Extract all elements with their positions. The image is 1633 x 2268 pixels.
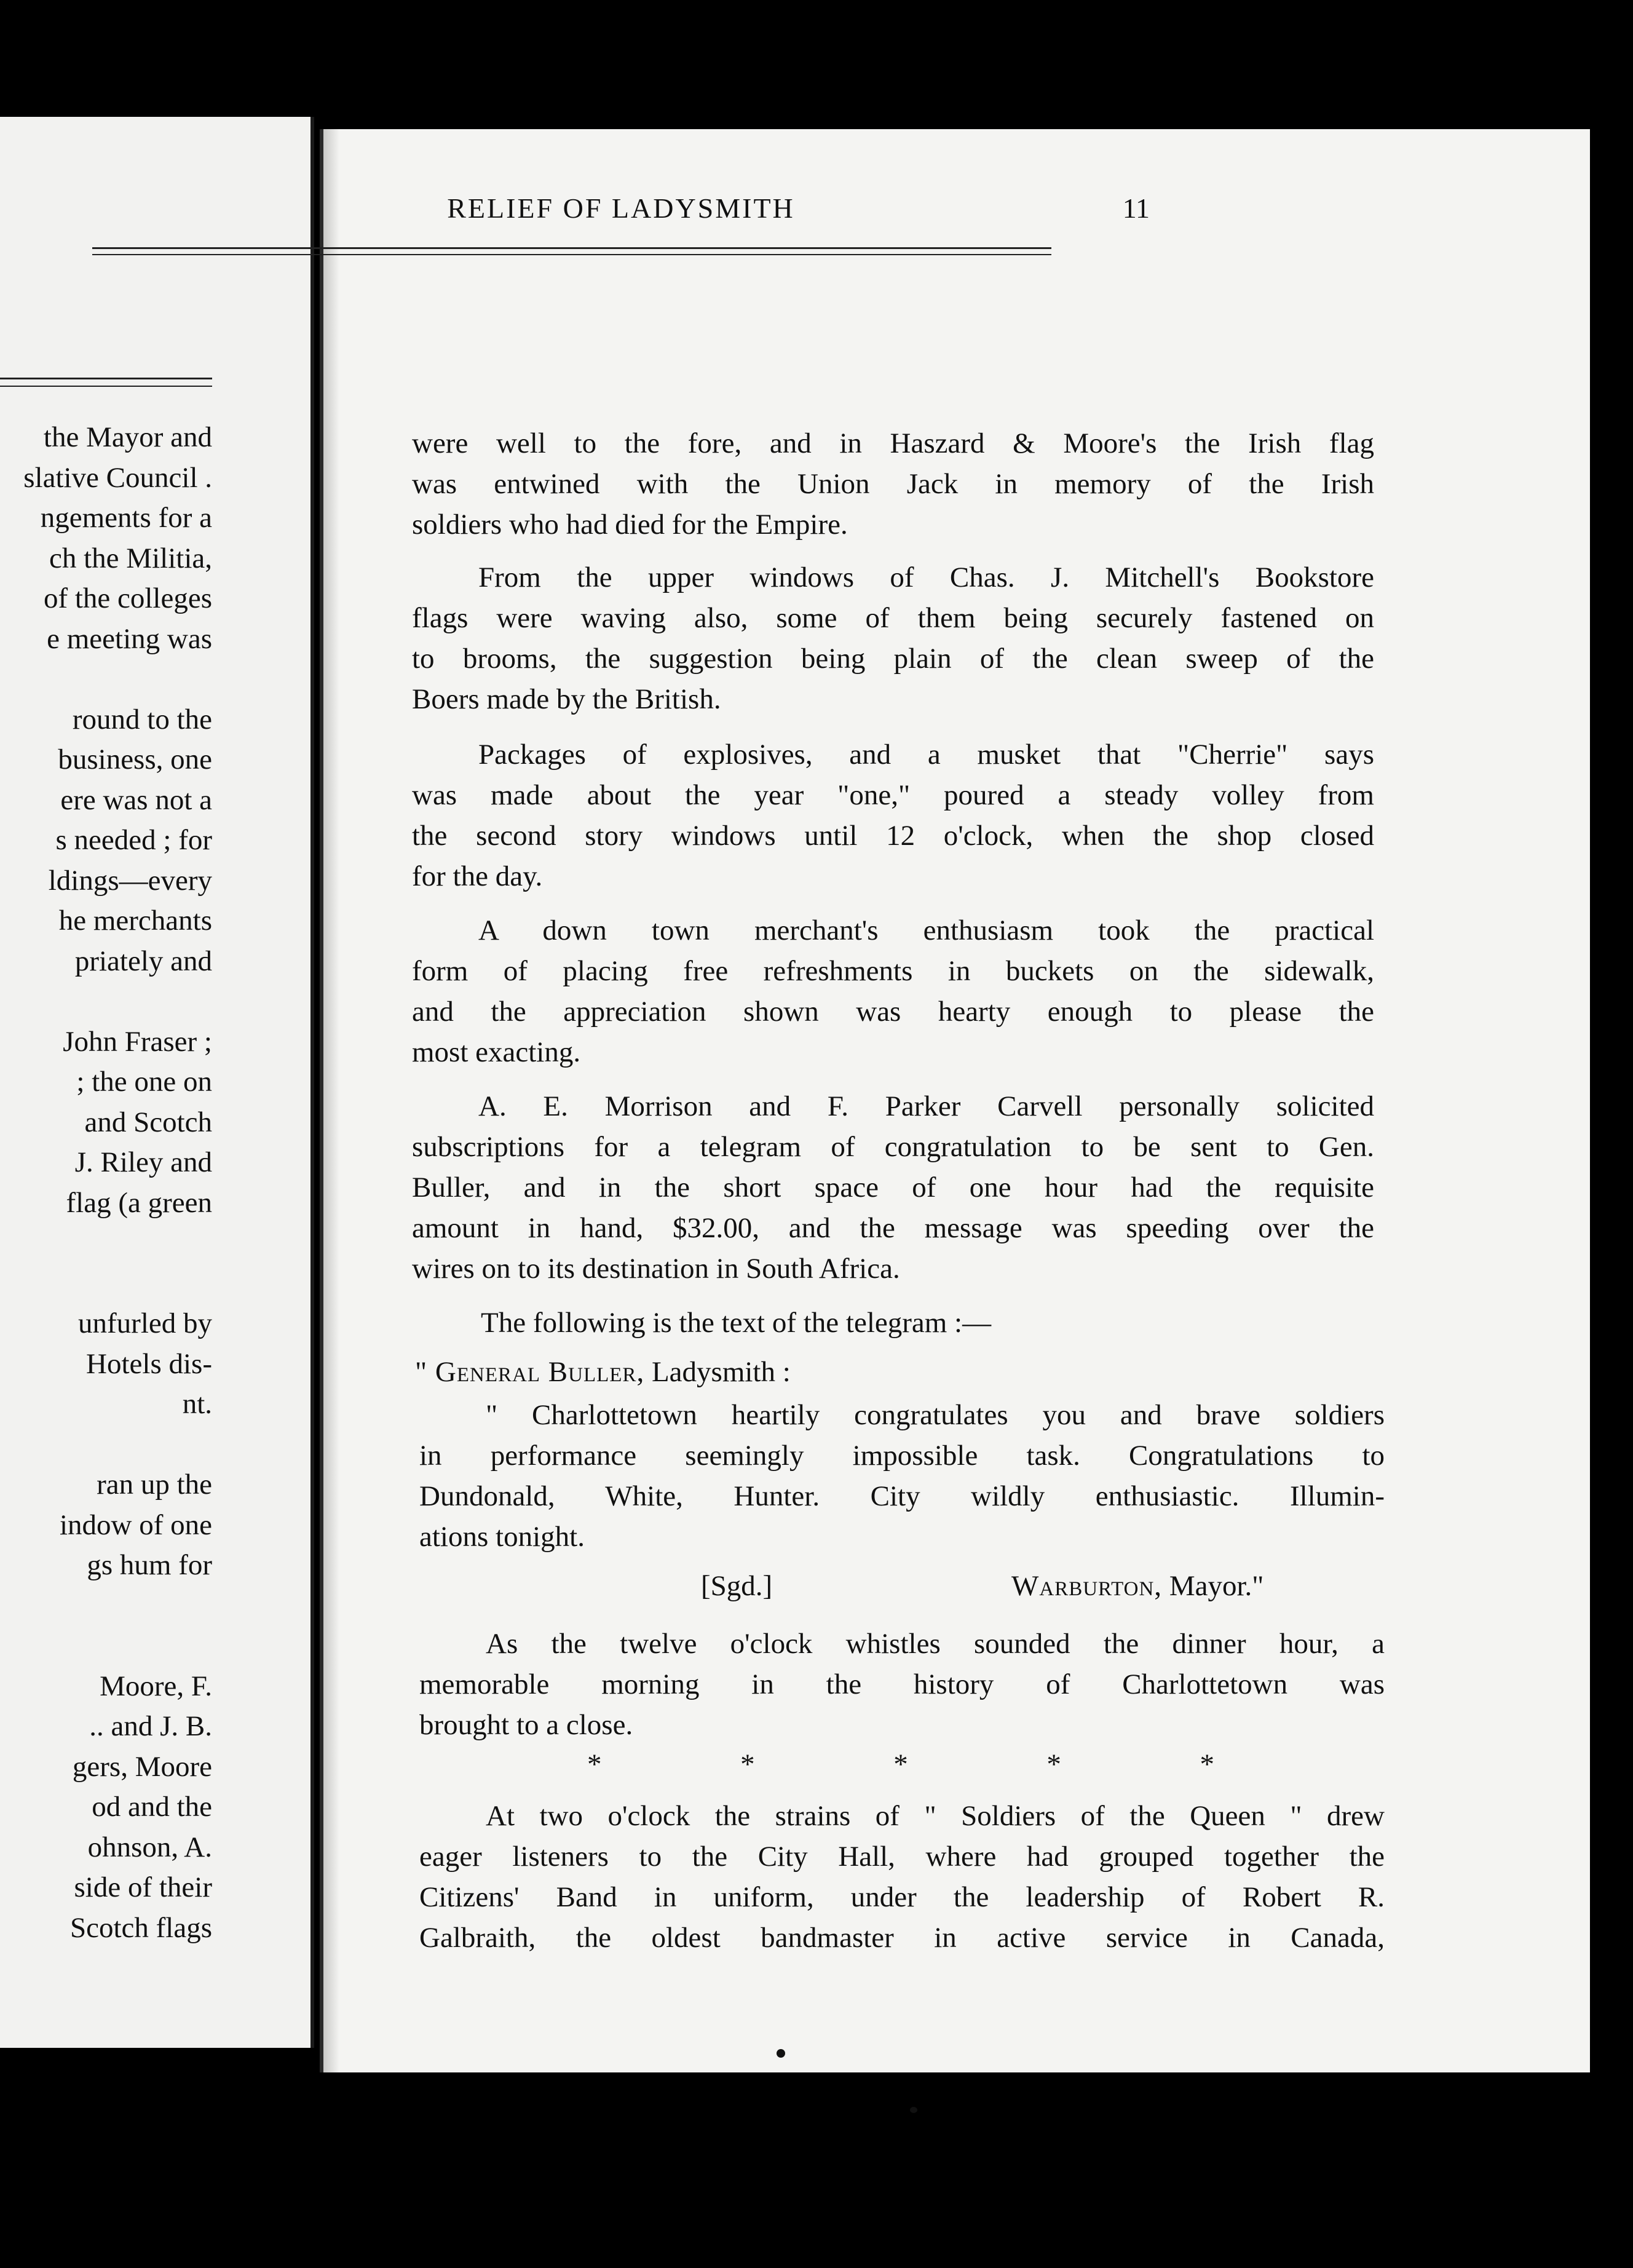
body-line: Packages of explosives, and a musket that "Cherrie" says [478,739,1374,771]
telegram-line: ations tonight. [419,1521,585,1553]
left-page-line: Hotels dis- [86,1347,212,1380]
asterisk: * [1200,1748,1214,1780]
body-line: amount in hand, $32.00, and the message was speeding over the [412,1212,1374,1244]
telegram-line: in performance seemingly impossible task. Congratulations to [419,1440,1385,1472]
left-page-line: flag (a green [66,1186,212,1219]
left-page-line: John Fraser ; [63,1025,212,1058]
left-page-line: unfurled by [78,1307,212,1339]
left-page-line: nt. [182,1388,212,1420]
telegram-place: Ladysmith : [651,1356,791,1388]
body-line: flags were waving also, some of them being securely fastened on [412,602,1374,634]
body-line: and the appreciation shown was hearty enough to please the [412,996,1374,1028]
body-line: Boers made by the British. [412,683,721,715]
left-page-line: of the colleges [43,582,212,614]
left-page-line: priately and [74,945,212,977]
body-line: most exacting. [412,1036,581,1068]
left-page-line: ere was not a [60,783,212,816]
scan-speck [910,2107,917,2113]
left-page-line: he merchants [58,905,212,937]
left-page-line: ran up the [97,1469,212,1501]
scan-speck [777,2049,785,2058]
body-line: was entwined with the Union Jack in memory of the Irish [412,468,1374,500]
signature [1011,1566,1263,1606]
left-page-line: and Scotch [84,1106,212,1138]
left-page-line: e meeting was [47,622,212,655]
left-page-line: gs hum for [87,1549,212,1581]
left-page-line: od and the [92,1791,212,1823]
left-page-line: the Mayor and [43,421,212,453]
asterisk: * [1046,1748,1061,1780]
running-title: RELIEF OF LADYSMITH [447,192,795,224]
body-line: to brooms, the suggestion being plain of the clean sweep of the [412,643,1374,675]
body-line: the second story windows until 12 o'clock, when the shop closed [412,820,1374,852]
left-page-line: ngements for a [40,502,212,534]
body-line: brought to a close. [419,1709,633,1741]
asterisk: * [893,1748,908,1780]
page-header [92,192,1150,229]
left-page-line: side of their [74,1871,212,1903]
left-page-line: ch the Militia, [49,542,212,574]
left-page-line: s needed ; for [55,824,212,856]
left-page-line: round to the [72,703,212,736]
body-line: Citizens' Band in uniform, under the leadership of Robert R. [419,1881,1385,1913]
body-line: subscriptions for a telegram of congratulation to be sent to Gen. [412,1131,1374,1163]
left-page-line: business, one [58,743,212,775]
left-facing-page [0,117,314,2048]
left-page-line: ldings—every [48,864,212,897]
body-line: Buller, and in the short space of one hour had the requisite [412,1172,1374,1203]
left-page-line: .. and J. B. [89,1710,212,1742]
body-line: were well to the fore, and in Haszard & Moore's the Irish flag [412,427,1374,459]
body-line: for the day. [412,860,543,892]
asterisk: * [587,1748,602,1780]
body-line: As the twelve o'clock whistles sounded the dinner hour, a [486,1628,1385,1660]
body-line: From the upper windows of Chas. J. Mitchell's Bookstore [478,561,1374,593]
telegram-address [415,1352,1153,1392]
left-page-line: J. Riley and [74,1146,212,1178]
signature-title: Mayor." [1169,1570,1264,1602]
left-page-line: Moore, F. [100,1670,212,1702]
asterisk: * [740,1748,755,1780]
left-page-line: Scotch flags [69,1911,212,1944]
left-page-line: ; the one on [76,1066,212,1098]
telegram-line: " Charlottetown heartily congratulates you and brave soldiers [486,1399,1385,1431]
signature-name: Warburton, [1011,1570,1163,1602]
body-line: form of placing free refreshments in buckets on the sidewalk, [412,955,1374,987]
body-line: wires on to its destination in South Africa. [412,1253,900,1285]
body-line: memorable morning in the history of Charlottetown was [419,1668,1385,1700]
left-page-line: gers, Moore [72,1750,212,1783]
body-line: soldiers who had died for the Empire. [412,509,848,541]
spine-shadow [323,129,339,2072]
body-line: A. E. Morrison and F. Parker Carvell personally solicited [478,1090,1374,1122]
page-number: 11 [1122,192,1150,224]
body-line: eager listeners to the City Hall, where had grouped together the [419,1841,1385,1873]
left-page-line: ohnson, A. [87,1831,212,1863]
body-line: A down town merchant's enthusiasm took the practical [478,914,1374,946]
body-line: was made about the year "one," poured a steady volley from [412,779,1374,811]
signature-sgd: [Sgd.] [701,1570,773,1602]
body-line: At two o'clock the strains of " Soldiers of the Queen " drew [486,1800,1385,1832]
section-break [587,1744,1214,1785]
header-rule [92,247,1051,255]
left-page-line: slative Council . [23,461,212,494]
telegram-recipient: " General Buller, [415,1356,645,1388]
left-header-rule [0,378,212,387]
body-line: The following is the text of the telegram :— [481,1307,992,1339]
left-page-line: indow of one [59,1509,212,1541]
telegram-line: Dundonald, White, Hunter. City wildly enthusiastic. Illumin- [419,1480,1385,1512]
body-line: Galbraith, the oldest bandmaster in active service in Canada, [419,1922,1385,1954]
